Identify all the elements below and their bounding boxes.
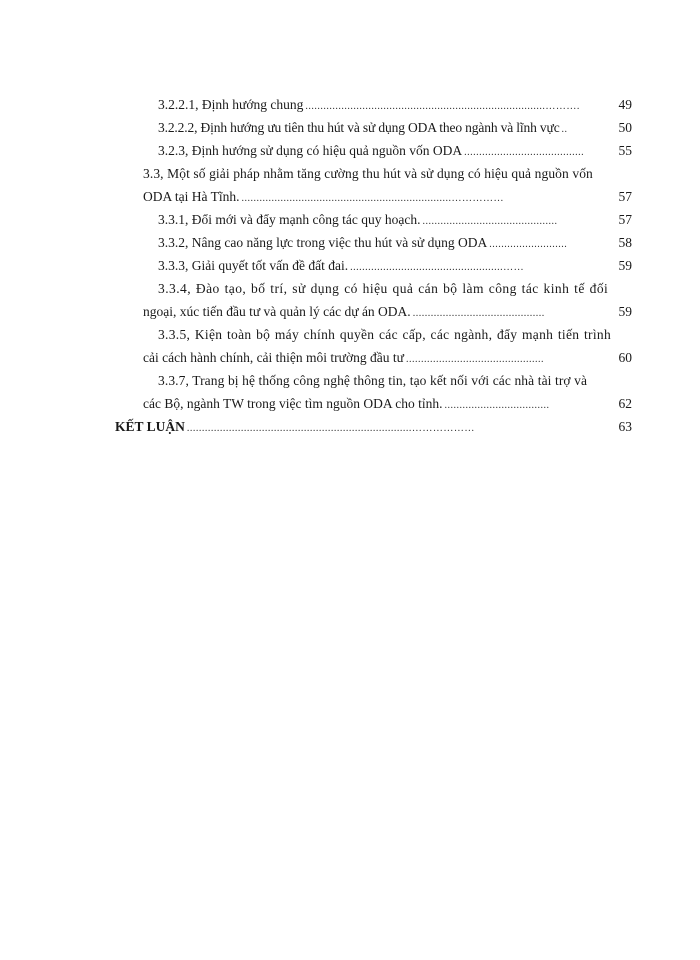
toc-entry-3-3-4-line1[interactable] <box>158 281 632 297</box>
toc-page-number: 57 <box>618 189 632 204</box>
toc-entry-title-cont: các Bộ, ngành TW trong việc tìm nguồn ODA cho tỉnh. <box>143 396 443 411</box>
toc-entry-title: 3.3.2, Nâng cao năng lực trong việc thu hút và sử dụng ODA <box>158 235 488 250</box>
toc-entry-title: 3.3.4, Đào tạo, bố trí, sử dụng có hiệu quả cán bộ làm công tác kinh tế đối <box>158 281 609 296</box>
toc-page-number: 59 <box>618 304 632 319</box>
toc-entry-3-3-line1[interactable] <box>143 166 632 182</box>
toc-entry-3-3-7-line2[interactable] <box>143 396 632 414</box>
toc-entry-3-3-5-line1[interactable] <box>158 327 632 343</box>
toc-entry-title-cont: ngoại, xúc tiến đầu tư và quản lý các dự án ODA. <box>143 304 411 319</box>
toc-entry-title-cont: cải cách hành chính, cải thiện môi trường đầu tư <box>143 350 404 365</box>
toc-page-number: 55 <box>618 143 632 158</box>
toc-page-number: 60 <box>618 350 632 365</box>
toc-page-number: 63 <box>618 419 632 434</box>
toc-leader-dots: .............................................. <box>405 354 544 365</box>
toc-entry-3-2-2-2[interactable] <box>158 120 632 138</box>
toc-entry-ket-luan[interactable] <box>115 419 632 437</box>
toc-entry-title: 3.3.3, Giải quyết tốt vấn đề đất đai. <box>158 258 349 273</box>
toc-entry-3-3-4-line2[interactable] <box>143 304 632 322</box>
toc-entry-3-2-3[interactable] <box>158 143 632 161</box>
toc-leader-dots: ...........................................................................……………… <box>186 423 475 434</box>
toc-entry-title: 3.2.2.2, Định hướng ưu tiên thu hút và sử dụng ODA theo ngành và lĩnh vực <box>158 120 560 135</box>
toc-entry-3-2-2-1[interactable] <box>158 97 632 115</box>
toc-page-number: 57 <box>618 212 632 227</box>
toc-entry-3-3-2[interactable] <box>158 235 632 253</box>
toc-entry-3-3-3[interactable] <box>158 258 632 276</box>
toc-leader-dots: ...................................................…… <box>350 262 525 273</box>
toc-leader-dots: .......................... <box>489 239 568 250</box>
toc-entry-title: KẾT LUẬN <box>115 419 185 434</box>
toc-page-number: 50 <box>618 120 632 135</box>
toc-leader-dots: .. <box>561 124 568 135</box>
toc-entry-title-cont: ODA tại Hà Tĩnh. <box>143 189 240 204</box>
toc-page-number: 58 <box>618 235 632 250</box>
toc-page-number: 49 <box>618 97 632 112</box>
toc-leader-dots: ................................... <box>444 400 550 411</box>
toc-leader-dots: ........................................ <box>464 147 585 158</box>
toc-entry-title: 3.3.5, Kiện toàn bộ máy chính quyền các cấp, các ngành, đẩy mạnh tiến trình <box>158 327 611 342</box>
toc-entry-title: 3.3.7, Trang bị hệ thống công nghệ thông tin, tạo kết nối với các nhà tài trợ và <box>158 373 588 388</box>
toc-entry-3-3-7-line1[interactable] <box>158 373 632 389</box>
toc-entry-3-3-5-line2[interactable] <box>143 350 632 368</box>
toc-entry-3-3-line2[interactable] <box>143 189 632 207</box>
toc-leader-dots: ................................................................................………. <box>305 101 580 112</box>
toc-entry-title: 3.3.1, Đổi mới và đẩy mạnh công tác quy hoạch. <box>158 212 421 227</box>
toc-entry-title: 3.3, Một số giải pháp nhằm tăng cường thu hút và sử dụng có hiệu quả nguồn vốn <box>143 166 593 181</box>
toc-entry-title: 3.2.3, Định hướng sử dụng có hiệu quả nguồn vốn ODA <box>158 143 463 158</box>
toc-entry-title: 3.2.2.1, Định hướng chung <box>158 97 304 112</box>
toc-leader-dots: ............................................ <box>412 308 545 319</box>
toc-entry-3-3-1[interactable] <box>158 212 632 230</box>
toc-page-number: 59 <box>618 258 632 273</box>
toc-leader-dots: ......................................................................…………… <box>241 193 504 204</box>
toc-leader-dots: ............................................. <box>422 216 558 227</box>
toc-page-number: 62 <box>618 396 632 411</box>
